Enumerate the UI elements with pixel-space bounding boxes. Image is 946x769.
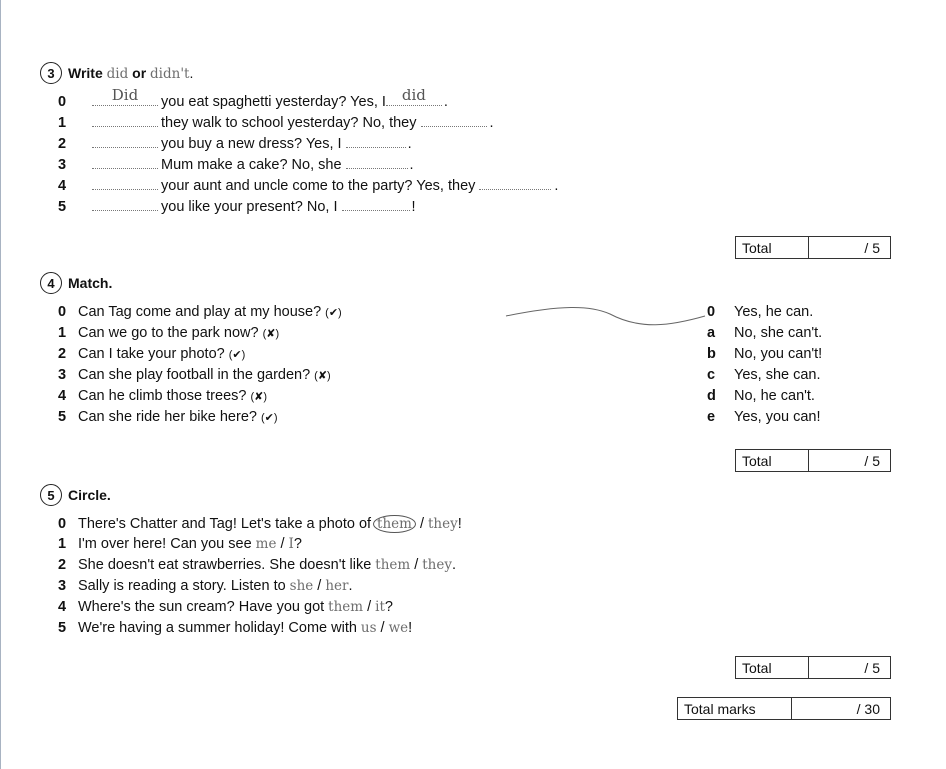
exercise-row: 2 you buy a new dress? Yes, I . — [58, 136, 412, 152]
section-4-total-box: Total / 5 — [735, 449, 891, 472]
option[interactable]: they — [428, 516, 458, 532]
section-5-heading — [40, 484, 111, 506]
circled-option[interactable]: them — [373, 515, 416, 533]
handwritten-answer: Did — [111, 86, 139, 104]
answer-option: b No, you can't! — [707, 346, 823, 362]
option[interactable]: they — [422, 557, 452, 573]
cross-mark: (✘) — [262, 328, 280, 340]
exercise-row: 3 Mum make a cake? No, she . — [58, 157, 414, 173]
exercise-row: 1 they walk to school yesterday? No, they . — [58, 115, 494, 131]
exercise-row: 3 Sally is reading a story. Listen to she / her . — [58, 578, 353, 594]
option[interactable]: us — [360, 620, 377, 636]
cross-mark: (✘) — [314, 370, 331, 382]
score-field[interactable]: / 30 — [856, 700, 880, 717]
option[interactable]: it — [375, 599, 385, 615]
option[interactable]: her — [325, 578, 349, 594]
question-row: 5 Can she ride her bike here? (✔) — [58, 409, 278, 425]
grand-total-box: Total marks / 30 — [677, 697, 891, 720]
score-field[interactable]: / 5 — [864, 452, 880, 469]
question-row: 2 Can I take your photo? (✔) — [58, 346, 246, 362]
option[interactable]: I — [288, 536, 294, 552]
exercise-row: 2 She doesn't eat strawberries. She doesn't like them / they . — [58, 557, 457, 573]
tick-mark: (✔) — [228, 349, 246, 361]
question-row: 1 Can we go to the park now? (✘) — [58, 325, 280, 341]
question-row: 0 Can Tag come and play at my house? (✔) — [58, 304, 342, 320]
exercise-row: 4 Where's the sun cream? Have you got them / it ? — [58, 599, 393, 615]
section-title: Match. — [68, 275, 113, 291]
section-number: 3 — [40, 62, 62, 84]
option[interactable]: we — [388, 620, 409, 636]
exercise-row: 4 your aunt and uncle come to the party? Yes, they . — [58, 178, 559, 194]
section-3-total-box: Total / 5 — [735, 236, 891, 259]
score-field[interactable]: / 5 — [864, 239, 880, 256]
answer-option: a No, she can't. — [707, 325, 823, 341]
exercise-row: 5 We're having a summer holiday! Come with us / we ! — [58, 620, 413, 636]
option[interactable]: me — [255, 536, 277, 552]
answer-option: c Yes, she can. — [707, 367, 821, 383]
answer-option: 0 Yes, he can. — [707, 304, 814, 320]
cross-mark: (✘) — [250, 391, 267, 403]
tick-mark: (✔) — [260, 412, 278, 424]
exercise-row: 0 Did you eat spaghetti yesterday? Yes, I did . — [58, 86, 448, 110]
exercise-row: 5 you like your present? No, I ! — [58, 199, 416, 215]
answer-option: d No, he can't. — [707, 388, 815, 404]
section-title: Write did or didn't. — [68, 64, 194, 82]
question-row: 3 Can she play football in the garden? (✘) — [58, 367, 331, 383]
answer-option: e Yes, you can! — [707, 409, 821, 425]
handwritten-answer: did — [401, 86, 426, 104]
tick-mark: (✔) — [325, 307, 342, 319]
exercise-row: 1 I'm over here! Can you see me / I ? — [58, 536, 302, 552]
section-5-total-box: Total / 5 — [735, 656, 891, 679]
section-title: Circle. — [68, 487, 111, 503]
section-number: 4 — [40, 272, 62, 294]
option[interactable]: them — [375, 557, 411, 573]
option[interactable]: them — [328, 599, 364, 615]
section-number: 5 — [40, 484, 62, 506]
exercise-row: 0 There's Chatter and Tag! Let's take a photo of them / they ! — [58, 516, 462, 532]
score-field[interactable]: / 5 — [864, 659, 880, 676]
question-row: 4 Can he climb those trees? (✘) — [58, 388, 267, 404]
option[interactable]: she — [289, 578, 314, 594]
